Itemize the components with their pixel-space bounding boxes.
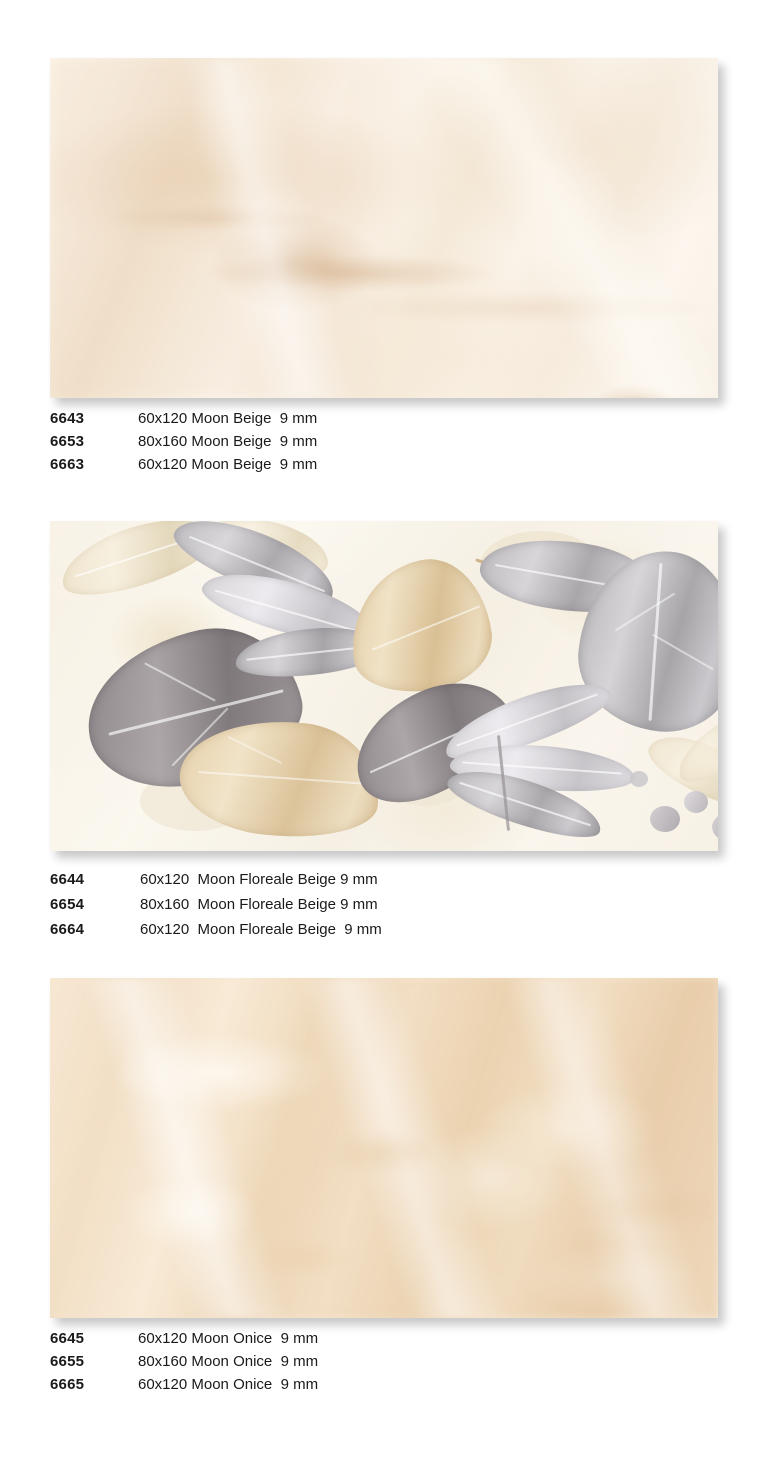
caption-list-moon-beige <box>50 410 718 479</box>
list-item <box>50 896 718 921</box>
list-item <box>50 410 718 433</box>
product-description: 60x120 Moon Floreale Beige 9 mm <box>140 871 378 888</box>
product-description: 60x120 Moon Beige 9 mm <box>138 410 318 427</box>
tile-figure-moon-onice <box>50 978 718 1318</box>
list-item <box>50 921 718 946</box>
product-description: 80x160 Moon Floreale Beige 9 mm <box>140 896 378 913</box>
list-item <box>50 433 718 456</box>
product-description: 60x120 Moon Floreale Beige 9 mm <box>140 921 382 938</box>
moon-floreale-beige-tile-image <box>50 521 718 851</box>
product-code: 6643 <box>50 410 85 427</box>
product-block-moon-floreale-beige <box>0 521 768 946</box>
caption-list-moon-onice <box>50 1330 718 1399</box>
product-description: 60x120 Moon Onice 9 mm <box>138 1330 319 1347</box>
tile-figure-moon-floreale-beige <box>50 521 718 851</box>
product-description: 80x160 Moon Onice 9 mm <box>138 1353 319 1370</box>
product-code: 6654 <box>50 896 85 913</box>
product-description: 60x120 Moon Onice 9 mm <box>138 1376 319 1393</box>
product-description: 80x160 Moon Beige 9 mm <box>138 433 318 450</box>
product-code: 6645 <box>50 1330 85 1347</box>
product-code: 6655 <box>50 1353 85 1370</box>
list-item <box>50 1330 718 1353</box>
product-code: 6665 <box>50 1376 85 1393</box>
product-block-moon-beige <box>0 58 768 479</box>
list-item <box>50 456 718 479</box>
product-description: 60x120 Moon Beige 9 mm <box>138 456 318 473</box>
product-code: 6664 <box>50 921 85 938</box>
moon-beige-tile-image <box>50 58 718 398</box>
list-item <box>50 1376 718 1399</box>
tile-figure-moon-beige <box>50 58 718 398</box>
list-item <box>50 1353 718 1376</box>
list-item <box>50 871 718 896</box>
product-code: 6663 <box>50 456 85 473</box>
product-code: 6653 <box>50 433 85 450</box>
product-block-moon-onice <box>0 978 768 1399</box>
moon-onice-tile-image <box>50 978 718 1318</box>
product-code: 6644 <box>50 871 85 888</box>
caption-list-moon-floreale-beige <box>50 871 718 946</box>
